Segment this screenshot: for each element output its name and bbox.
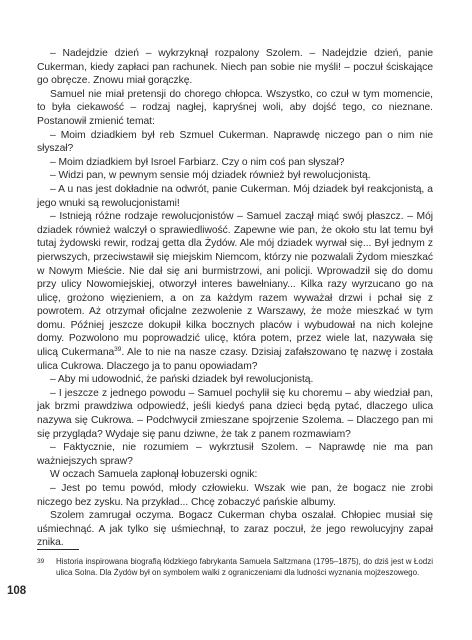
footnote-divider [37, 549, 79, 550]
paragraph [37, 169, 433, 183]
paragraph-text: – Jest po temu powód, młody człowieku. Wszak wie pan, że bogacz nie zrobi niczego bez zysku. Na przykład... Chcę zobaczyć pańskie albumy. [37, 483, 433, 508]
footnote-text: Historia inspirowana biografią łódzkiego fabrykanta Samuela Saltzmana (1795–1875), do dziś jest w Łodzi ulica Solna. Dla Żydów był on symbolem walki z ograniczeniami dla ludności wyznania mojżeszowego. [56, 557, 433, 577]
footnote-number: 39 [37, 558, 45, 565]
paragraph [37, 468, 433, 482]
paragraph [37, 387, 433, 441]
paragraph [37, 156, 433, 170]
paragraph [37, 509, 433, 550]
paragraph [37, 441, 433, 468]
paragraph [37, 183, 433, 210]
paragraph-text: – Aby mi udowodnić, że pański dziadek był rewolucjonistą. [50, 374, 314, 386]
paragraph-text: Samuel nie miał pretensji do chorego chłopca. Wszystko, co czuł w tym momencie, to była ciekawość – rodzaj nagłej, kapryśnej woli, aby dojść tego, co nieznane. Postanowił zmienić temat: [37, 88, 433, 127]
paragraph [37, 482, 433, 509]
paragraph-text: W oczach Samuela zapłonął łobuzerski ognik: [50, 469, 258, 481]
paragraph [37, 47, 433, 88]
footnote-reference[interactable]: 39 [114, 346, 122, 354]
body-text [37, 47, 433, 550]
paragraph-text: – Istnieją różne rodzaje rewolucjonistów – Samuel zaczął miąć swój płaszcz. – Mój dziadek również walczył o sprawiedliwość. Zapewne wie pan, że około stu lat temu był tutaj żydowski rewir, rodzaj getta dla Żydów. Ale mój dziadek wyrwał się... Był jednym z pierwszych, przeciwstawił się miejskim Niemcom, którzy nie pozwalali Żydom mieszkać w Nowym Mieście. Nie dał się ani burmistrzowi, ani policji. Wprowadził się do domu przy ulicy Nowomiejskiej, otworzył interes bawełniany... Kilka razy wyrzucano go na ulicę, grożono więzieniem, a on za każdym razem wyważał drzwi i pchał się z powrotem. Aż otrzymał oficjalne zezwolenie z Warszawy, że może mieszkać w tym domu. Później jeszcze dokupił kilka bocznych placów i wybudował na nich kolejne domy. Pozwolono mu poprowadzić ulicę, która potem, przez wiele lat, nazywała się ulicą Cukermana [37, 211, 433, 359]
page-number: 108 [7, 585, 27, 597]
paragraph-text: – Moim dziadkiem był reb Szmuel Cukerman. Naprawdę niczego pan o nim nie słyszał? [37, 129, 433, 155]
paragraph-text: – I jeszcze z jednego powodu – Samuel pochylił się ku choremu – aby wiedział pan, jak brzmi prawdziwa odpowiedź, jeśli kiedyś pana dzieci będą pytać, dlaczego ulica nazywa się Cukrowa. – Podchwycił zmieszane spojrzenie Szolema. – Dlaczego pan mi się przygląda? Wydaje się panu dziwne, że tak z panem rozmawiam? [37, 387, 433, 440]
paragraph-text: – Moim dziadkiem był Isroel Farbiarz. Czy o nim coś pan słyszał? [50, 156, 345, 168]
paragraph-text-continued: . Ale to nie na nasze czasy. Dzisiaj zafałszowano tę nazwę i została ulica Cukrowa. Dlaczego ja to panu opowiadam? [37, 347, 433, 372]
footnote [37, 556, 433, 578]
paragraph-text: – Widzi pan, w pewnym sensie mój dziadek również był rewolucjonistą. [50, 170, 371, 182]
paragraph [37, 129, 433, 156]
paragraph [37, 210, 433, 373]
paragraph-text: – Nadejdzie dzień – wykrzyknął rozpalony Szolem. – Nadejdzie dzień, panie Cukerman, kiedy zapłaci pan rachunek. Niech pan sobie nie myśli! – poczuł ściskające go obręcze. Znowu miał gorączkę. [37, 48, 433, 87]
paragraph-text: – Faktycznie, nie rozumiem – wykrztusił Szolem. – Naprawdę nie ma pan ważniejszych spraw? [37, 442, 433, 467]
paragraph [37, 88, 433, 129]
paragraph-text: – A u nas jest dokładnie na odwrót, panie Cukerman. Mój dziadek był reakcjonistą, a jego wnuki są rewolucjonistami! [37, 183, 433, 209]
paragraph [37, 373, 433, 387]
paragraph-text: Szolem zamrugał oczyma. Bogacz Cukerman chyba oszalał. Chłopiec musiał się uśmiechnąć. A jak tylko się uśmiechnął, to zaraz poczuł, że jego rewolucyjny zapał znika. [37, 510, 433, 549]
